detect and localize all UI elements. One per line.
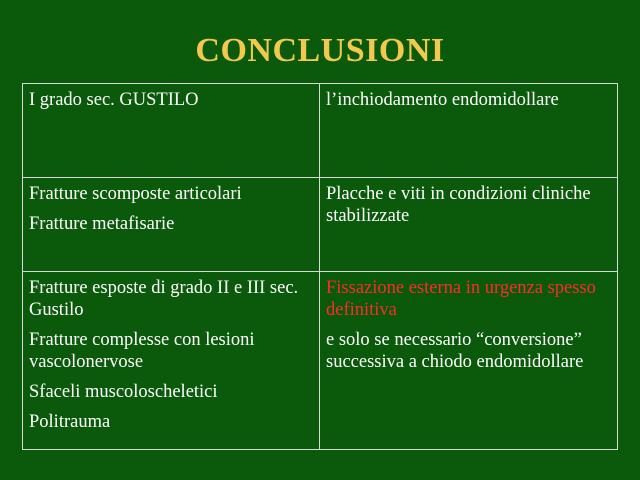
cell-text: Fratture esposte di grado II e III sec. Gustilo [29, 278, 299, 320]
cell-text: l’inchiodamento endomidollare [326, 90, 559, 110]
cell-text: I grado sec. GUSTILO [29, 90, 199, 110]
table-row [23, 272, 618, 450]
cell-text: Fratture complesse con lesioni vascolonervose [29, 330, 255, 372]
table-cell-right [320, 272, 618, 450]
table-cell-right [320, 178, 618, 272]
cell-text: Placche e viti in condizioni cliniche stabilizzate [326, 184, 591, 226]
table-cell-right [320, 84, 618, 178]
slide-title: CONCLUSIONI [195, 32, 445, 69]
cell-text: Fratture metafisarie [29, 214, 175, 234]
table-cell-left [23, 178, 320, 272]
cell-text: Politrauma [29, 412, 111, 432]
conclusions-table [22, 83, 618, 450]
cell-text: Fratture scomposte articolari [29, 184, 242, 204]
cell-text: e solo se necessario “conversione” successiva a chiodo endomidollare [326, 330, 584, 372]
table-row [23, 178, 618, 272]
table-cell-left [23, 272, 320, 450]
cell-text: Sfaceli muscoloscheletici [29, 382, 218, 402]
table-cell-left [23, 84, 320, 178]
table-row [23, 84, 618, 178]
highlight-text: Fissazione esterna in urgenza spesso definitiva [326, 278, 596, 320]
